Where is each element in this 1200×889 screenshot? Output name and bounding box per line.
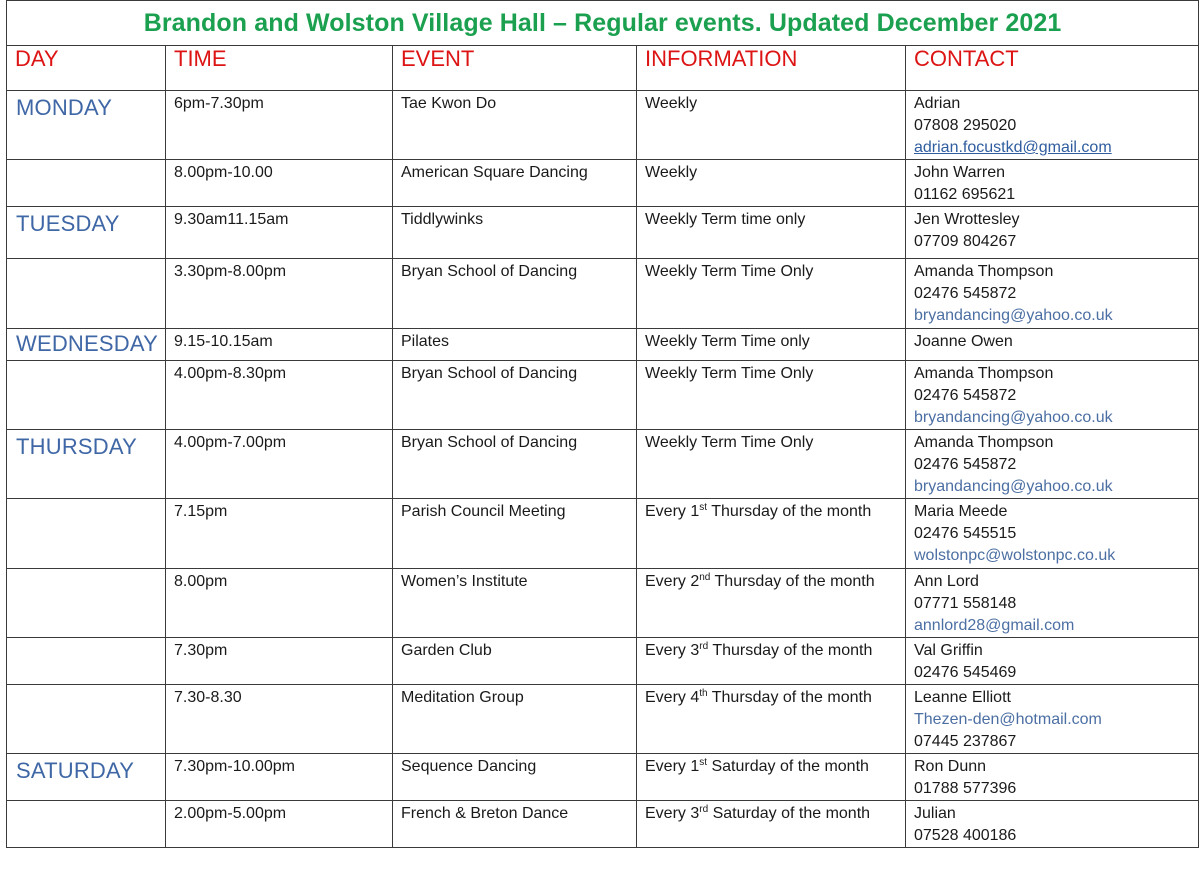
contact-cell <box>906 207 1199 259</box>
info-cell <box>637 160 906 207</box>
info-text: Every 3 <box>645 805 700 822</box>
info-text-rest: Saturday of the month <box>708 805 871 822</box>
contact-cell <box>906 499 1199 569</box>
table-row <box>7 685 1199 754</box>
contact-cell <box>906 329 1199 361</box>
event-cell: Parish Council Meeting <box>393 499 637 569</box>
info-text: Every 1 <box>645 503 700 520</box>
info-cell <box>637 329 906 361</box>
day-cell: MONDAY <box>7 91 166 160</box>
day-cell <box>7 361 166 430</box>
table-row <box>7 329 1199 361</box>
contact-phone: 07808 295020 <box>914 117 1017 134</box>
info-cell <box>637 801 906 848</box>
table-row <box>7 754 1199 801</box>
info-text-rest: Thursday of the month <box>710 573 875 590</box>
contact-name: Joanne Owen <box>914 333 1013 350</box>
contact-cell <box>906 638 1199 685</box>
contact-phone: 02476 545872 <box>914 387 1017 404</box>
info-cell <box>637 754 906 801</box>
contact-cell <box>906 91 1199 160</box>
table-row <box>7 259 1199 329</box>
day-cell: WEDNESDAY <box>7 329 166 361</box>
time-cell: 4.00pm-8.30pm <box>166 361 393 430</box>
ordinal-suffix: th <box>699 688 708 699</box>
contact-cell <box>906 160 1199 207</box>
contact-email[interactable]: bryandancing@yahoo.co.uk <box>914 307 1113 324</box>
contact-cell <box>906 801 1199 848</box>
info-cell <box>637 91 906 160</box>
day-cell <box>7 638 166 685</box>
event-cell: Tae Kwon Do <box>393 91 637 160</box>
events-table <box>6 0 1199 848</box>
ordinal-suffix: st <box>699 502 708 513</box>
header-row <box>7 46 1199 91</box>
table-row <box>7 801 1199 848</box>
contact-phone: 07445 237867 <box>914 733 1017 750</box>
contact-email[interactable]: bryandancing@yahoo.co.uk <box>914 409 1113 426</box>
info-cell <box>637 685 906 754</box>
info-text-rest: Thursday of the month <box>707 689 872 706</box>
contact-email[interactable]: wolstonpc@wolstonpc.co.uk <box>914 547 1116 564</box>
contact-phone: 01788 577396 <box>914 780 1017 797</box>
event-cell: American Square Dancing <box>393 160 637 207</box>
info-cell <box>637 207 906 259</box>
table-row <box>7 499 1199 569</box>
contact-email-link[interactable]: adrian.focustkd@gmail.com <box>914 139 1112 156</box>
contact-name: Ron Dunn <box>914 758 987 775</box>
ordinal-suffix: rd <box>699 641 709 652</box>
event-cell: Bryan School of Dancing <box>393 259 637 329</box>
table-row <box>7 361 1199 430</box>
contact-cell <box>906 259 1199 329</box>
info-text: Every 1 <box>645 758 700 775</box>
info-cell <box>637 430 906 499</box>
contact-name: Adrian <box>914 95 961 112</box>
event-cell: Bryan School of Dancing <box>393 361 637 430</box>
event-cell: Garden Club <box>393 638 637 685</box>
info-text: Weekly Term Time Only <box>645 263 814 280</box>
time-cell: 6pm-7.30pm <box>166 91 393 160</box>
time-cell: 8.00pm-10.00 <box>166 160 393 207</box>
contact-cell <box>906 754 1199 801</box>
column-header-event: EVENT <box>393 46 637 91</box>
column-header-time: TIME <box>166 46 393 91</box>
info-text: Weekly <box>645 95 698 112</box>
event-cell: Women’s Institute <box>393 569 637 638</box>
day-cell <box>7 259 166 329</box>
contact-phone: 02476 545469 <box>914 664 1017 681</box>
contact-name: Amanda Thompson <box>914 434 1054 451</box>
info-text: Weekly Term time only <box>645 211 806 228</box>
contact-name: Amanda Thompson <box>914 263 1054 280</box>
contact-name: Julian <box>914 805 956 822</box>
time-cell: 7.15pm <box>166 499 393 569</box>
ordinal-suffix: rd <box>699 804 709 815</box>
time-cell: 9.30am11.15am <box>166 207 393 259</box>
event-cell: Meditation Group <box>393 685 637 754</box>
contact-email[interactable]: bryandancing@yahoo.co.uk <box>914 478 1113 495</box>
info-text: Weekly Term Time Only <box>645 434 814 451</box>
time-cell: 7.30pm <box>166 638 393 685</box>
info-text-rest: Thursday of the month <box>707 503 872 520</box>
table-row <box>7 207 1199 259</box>
column-header-day: DAY <box>7 46 166 91</box>
event-cell: Bryan School of Dancing <box>393 430 637 499</box>
day-cell <box>7 801 166 848</box>
contact-name: Ann Lord <box>914 573 979 590</box>
contact-phone: 01162 695621 <box>914 186 1016 203</box>
info-cell <box>637 361 906 430</box>
time-cell: 3.30pm-8.00pm <box>166 259 393 329</box>
table-row <box>7 638 1199 685</box>
info-cell <box>637 259 906 329</box>
table-row <box>7 430 1199 499</box>
info-cell <box>637 499 906 569</box>
time-cell: 7.30pm-10.00pm <box>166 754 393 801</box>
event-cell: Pilates <box>393 329 637 361</box>
events-document <box>6 0 1198 848</box>
day-cell: THURSDAY <box>7 430 166 499</box>
time-cell: 7.30-8.30 <box>166 685 393 754</box>
info-text: Every 3 <box>645 642 700 659</box>
contact-name: Amanda Thompson <box>914 365 1054 382</box>
contact-cell <box>906 361 1199 430</box>
info-text-rest: Thursday of the month <box>708 642 873 659</box>
info-text-rest: Saturday of the month <box>707 758 869 775</box>
contact-name: Jen Wrottesley <box>914 211 1020 228</box>
day-cell: TUESDAY <box>7 207 166 259</box>
contact-phone: 02476 545515 <box>914 525 1017 542</box>
contact-phone: 07709 804267 <box>914 233 1017 250</box>
info-cell <box>637 638 906 685</box>
info-text: Weekly <box>645 164 698 181</box>
ordinal-suffix: nd <box>699 572 711 583</box>
day-cell <box>7 685 166 754</box>
contact-cell <box>906 430 1199 499</box>
contact-name: Maria Meede <box>914 503 1008 520</box>
day-cell: SATURDAY <box>7 754 166 801</box>
time-cell: 2.00pm-5.00pm <box>166 801 393 848</box>
info-cell <box>637 569 906 638</box>
event-cell: Tiddlywinks <box>393 207 637 259</box>
title-row <box>7 1 1199 46</box>
day-cell <box>7 569 166 638</box>
table-row <box>7 91 1199 160</box>
contact-email[interactable]: Thezen-den@hotmail.com <box>914 711 1102 728</box>
info-text: Every 2 <box>645 573 700 590</box>
day-cell <box>7 160 166 207</box>
contact-name: John Warren <box>914 164 1005 181</box>
column-header-information: INFORMATION <box>637 46 906 91</box>
ordinal-suffix: st <box>699 757 708 768</box>
time-cell: 4.00pm-7.00pm <box>166 430 393 499</box>
contact-phone: 02476 545872 <box>914 285 1017 302</box>
contact-phone: 07528 400186 <box>914 827 1017 844</box>
contact-cell <box>906 569 1199 638</box>
event-cell: Sequence Dancing <box>393 754 637 801</box>
info-text: Weekly Term Time only <box>645 333 810 350</box>
contact-email[interactable]: annlord28@gmail.com <box>914 617 1075 634</box>
contact-name: Leanne Elliott <box>914 689 1011 706</box>
contact-phone: 07771 558148 <box>914 595 1017 612</box>
event-cell: French & Breton Dance <box>393 801 637 848</box>
info-text: Weekly Term Time Only <box>645 365 814 382</box>
table-row <box>7 160 1199 207</box>
table-row <box>7 569 1199 638</box>
time-cell: 9.15-10.15am <box>166 329 393 361</box>
contact-phone: 02476 545872 <box>914 456 1017 473</box>
time-cell: 8.00pm <box>166 569 393 638</box>
day-cell <box>7 499 166 569</box>
page-title: Brandon and Wolston Village Hall – Regular events. Updated December 2021 <box>7 1 1199 46</box>
column-header-contact: CONTACT <box>906 46 1199 91</box>
contact-cell <box>906 685 1199 754</box>
contact-name: Val Griffin <box>914 642 983 659</box>
info-text: Every 4 <box>645 689 700 706</box>
